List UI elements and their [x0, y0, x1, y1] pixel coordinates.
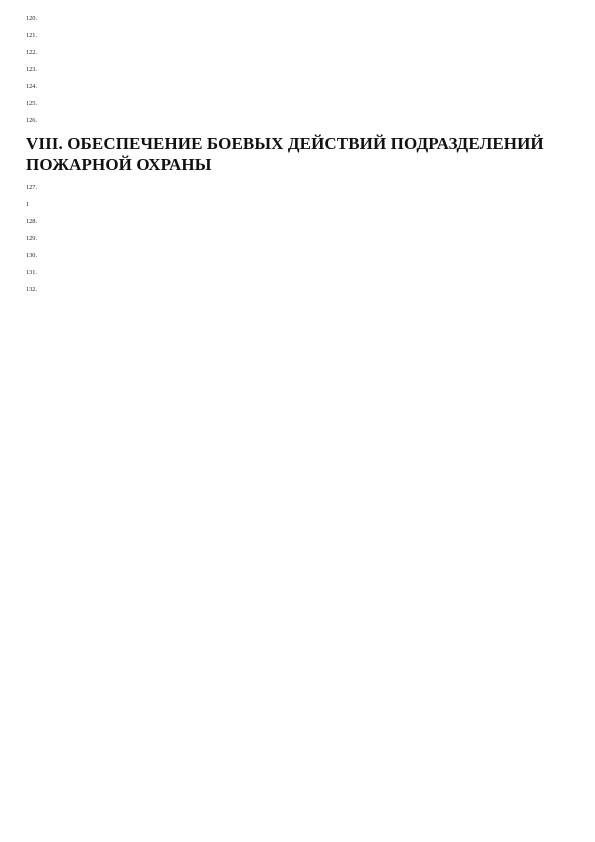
paragraph-131: 131. [26, 269, 38, 276]
paragraph-129: 129. [26, 235, 38, 242]
paragraph-123: 123. [26, 66, 38, 73]
paragraph-125: 125. [26, 100, 38, 107]
paragraph-132: 132. [26, 286, 38, 293]
section-heading: VIII. ОБЕСПЕЧЕНИЕ БОЕВЫХ ДЕЙСТВИЙ ПОДРАЗДЕЛЕНИЙ ПОЖАРНОЙ ОХРАНЫ [26, 134, 544, 174]
paragraph-122: 122. [26, 49, 38, 56]
paragraph-128: 128. [26, 218, 38, 225]
paragraph-127: 127. [26, 184, 38, 191]
paragraph-120: 120. [26, 15, 38, 22]
paragraph-124: 124. [26, 83, 38, 90]
footnote: 1 [26, 201, 30, 208]
paragraph-130: 130. [26, 252, 38, 259]
paragraph-126: 126. [26, 117, 38, 124]
paragraph-121: 121. [26, 32, 38, 39]
